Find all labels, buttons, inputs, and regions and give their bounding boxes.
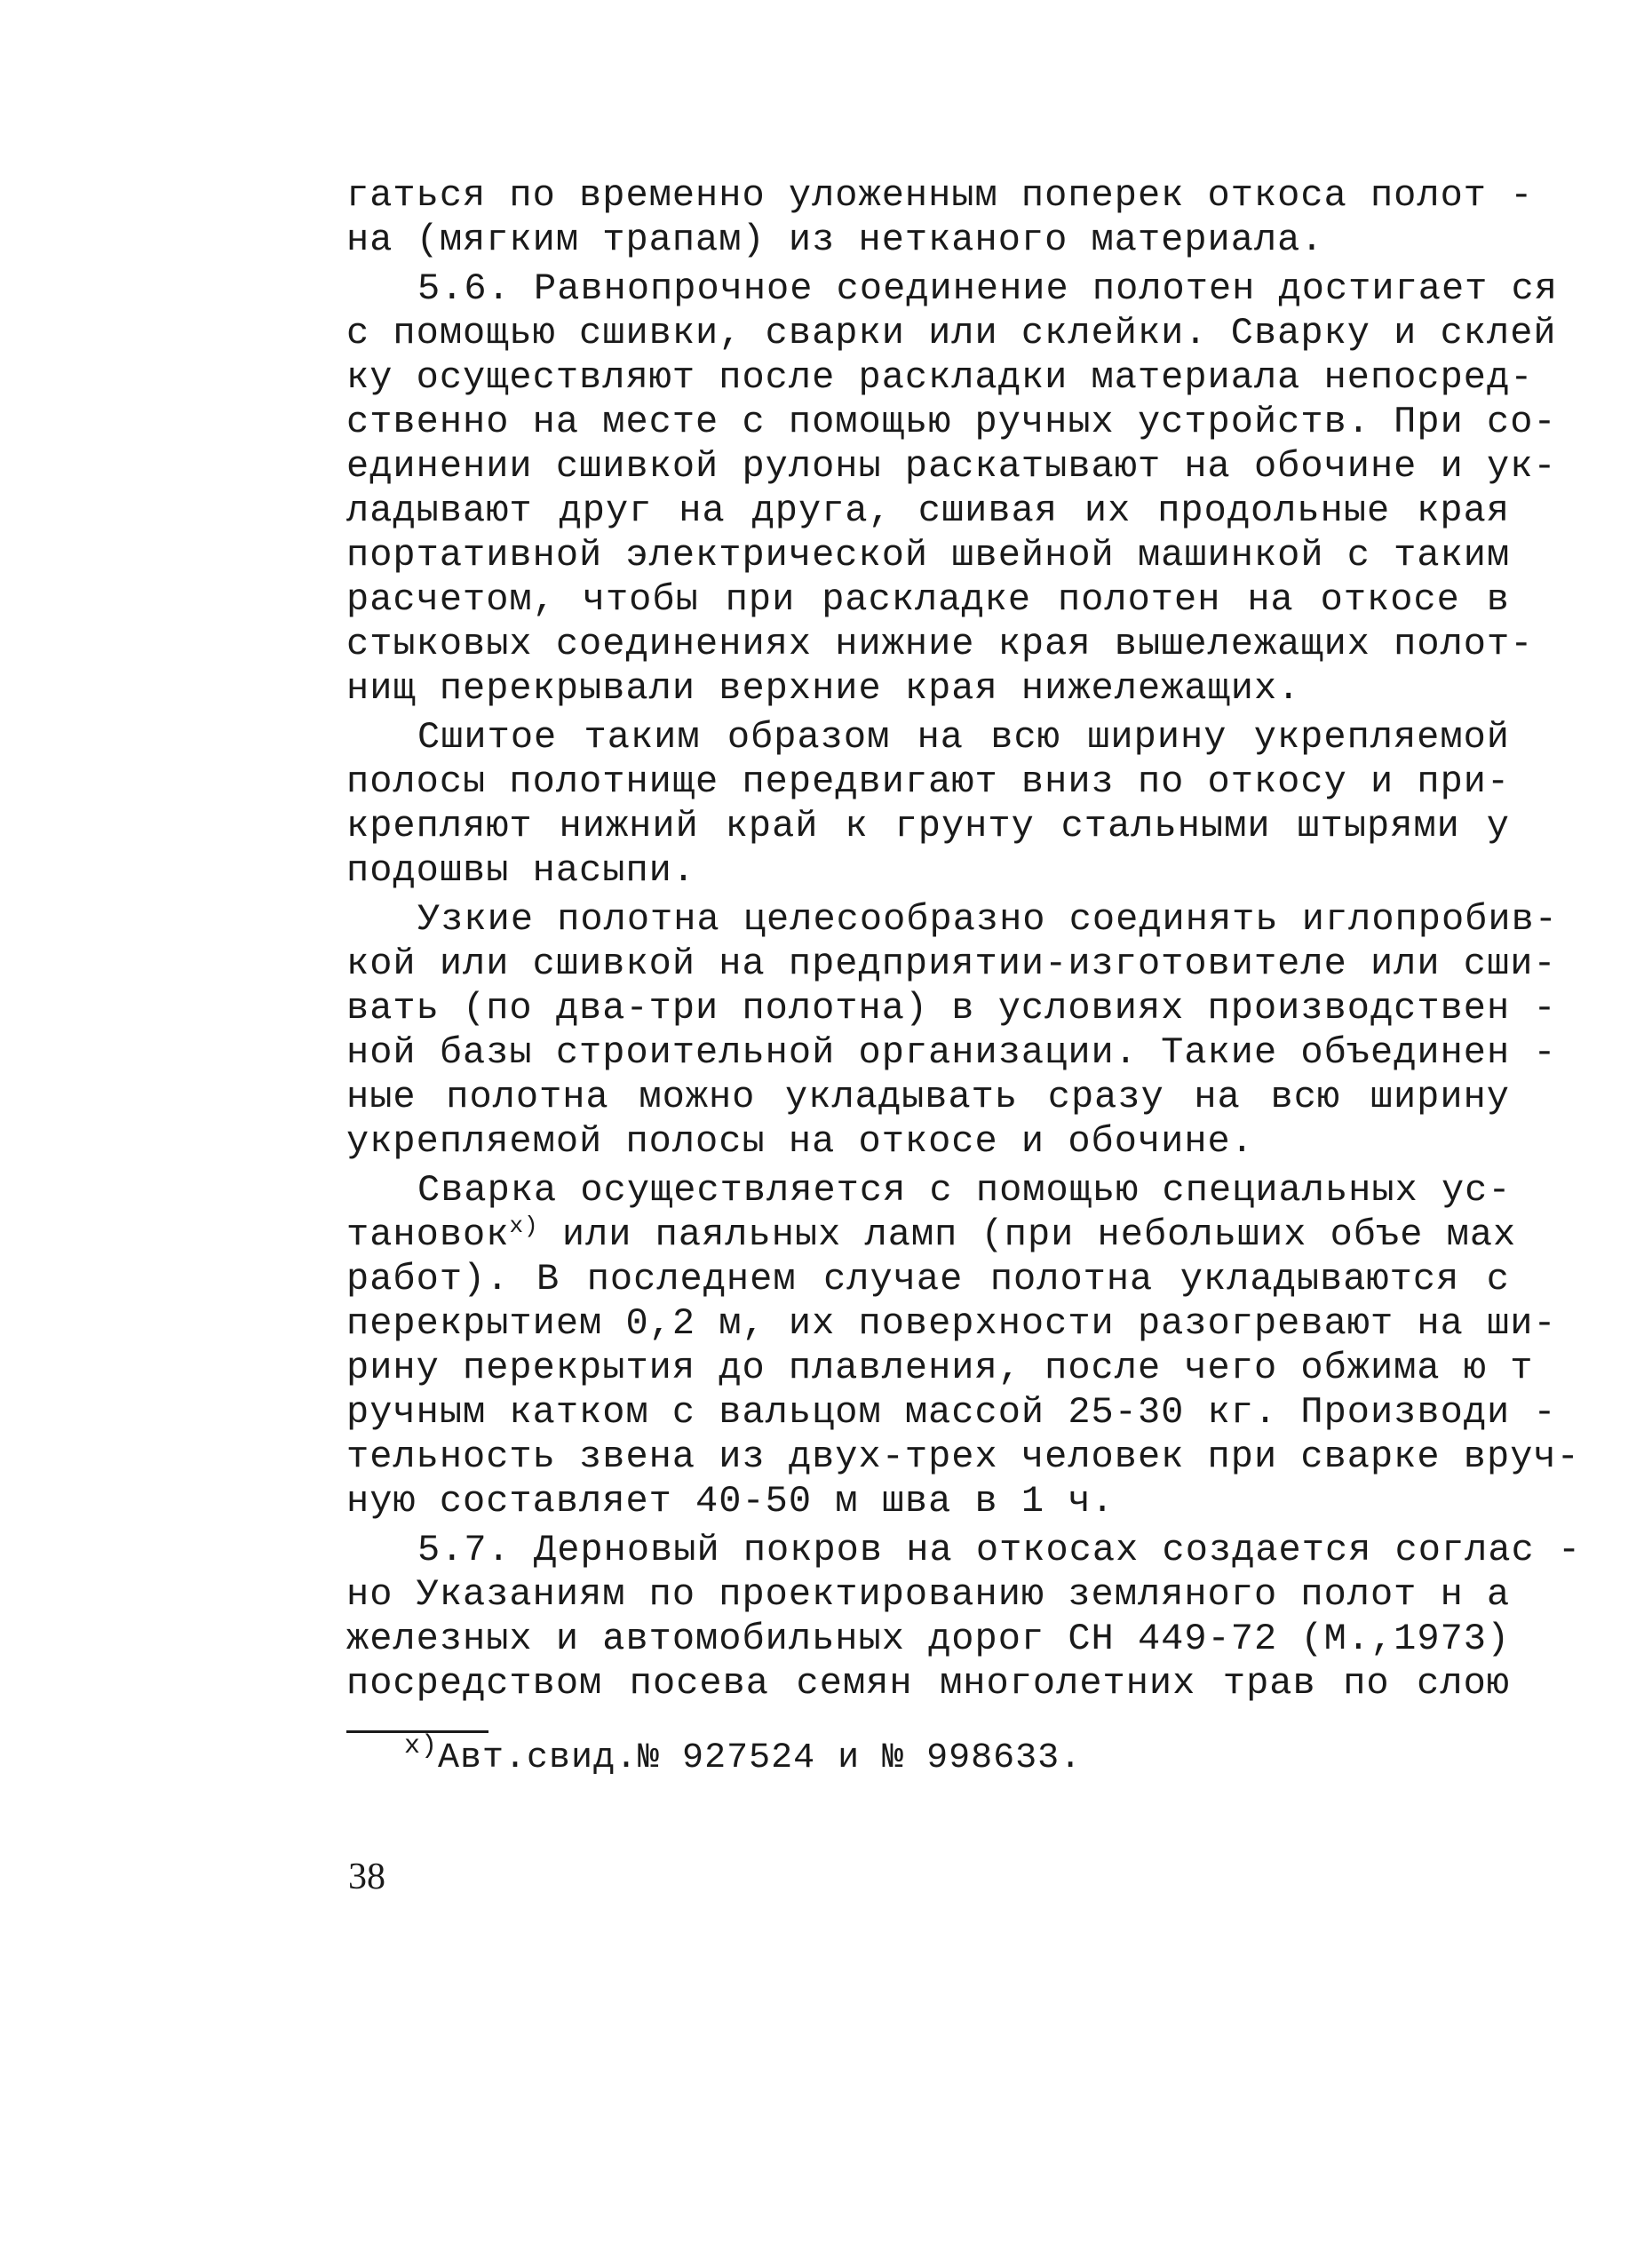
paragraph-welding	[346, 1168, 1580, 1523]
text-line: Узкие полотна целесообразно соединять иглопробив-	[417, 898, 1559, 941]
paragraph-5-7	[346, 1528, 1582, 1705]
text-line: ку осуществляют после раскладки материала непосред-	[346, 356, 1534, 399]
page-body	[346, 173, 1582, 1705]
text-line: 5.6. Равнопрочное соединение полотен достигает ся	[417, 267, 1559, 310]
footnote	[404, 1731, 1083, 1781]
text-line: ную составляет 40-50 м шва в 1 ч.	[346, 1480, 1115, 1523]
text-line: ладывают друг на друга, сшивая их продольные края	[346, 489, 1510, 532]
text-line: единении сшивкой рулоны раскатывают на обочине и ук-	[346, 445, 1557, 488]
text-segment: или паяльных ламп (при небольших объе мах	[538, 1213, 1517, 1256]
text-line: вать (по два-три полотна) в условиях производствен -	[346, 987, 1557, 1030]
text-line: ной базы строительной организации. Такие объединен -	[346, 1031, 1557, 1074]
text-line: гаться по временно уложенным поперек откоса полот -	[346, 174, 1534, 217]
text-line: портативной электрической швейной машинкой с таким	[346, 534, 1511, 576]
text-line: железных и автомобильных дорог СН 449-72 (М.,1973)	[346, 1618, 1511, 1660]
text-line: укрепляемой полосы на откосе и обочине.	[346, 1120, 1254, 1163]
text-line: Сшитое таким образом на всю ширину укрепляемой	[417, 716, 1510, 759]
text-line: на (мягким трапам) из нетканого материала.	[346, 219, 1324, 261]
text-segment: тановок	[346, 1213, 510, 1256]
text-line: посредством посева семян многолетних трав по слою	[346, 1662, 1510, 1705]
text-line: рину перекрытия до плавления, после чего обжима ю т	[346, 1347, 1534, 1389]
text-line-with-footnote	[346, 1213, 1517, 1257]
text-line: Сварка осуществляется с помощью специальных ус-	[417, 1169, 1512, 1212]
text-line: работ). В последнем случае полотна укладываются с	[346, 1258, 1510, 1300]
text-line: кой или сшивкой на предприятии-изготовителе или сши-	[346, 942, 1557, 985]
text-line: нищ перекрывали верхние края нижележащих.	[346, 667, 1301, 710]
text-line: 5.7. Дерновый покров на откосах создается соглас -	[417, 1529, 1582, 1571]
paragraph-continuation	[346, 173, 1534, 262]
text-line: но Указаниям по проектированию земляного полот н а	[346, 1573, 1511, 1616]
text-line: ручным катком с вальцом массой 25-30 кг. Производи -	[346, 1391, 1557, 1434]
text-line: полосы полотнище передвигают вниз по откосу и при-	[346, 760, 1511, 803]
text-line: крепляют нижний край к грунту стальными штырями у	[346, 805, 1510, 847]
text-line: ные полотна можно укладывать сразу на всю ширину	[346, 1076, 1510, 1118]
paragraph-sewn-sheet	[346, 715, 1510, 893]
text-line: стыковых соединениях нижние края вышележащих полот-	[346, 623, 1534, 665]
footnote-reference: x)	[509, 1213, 539, 1239]
text-line: ственно на месте с помощью ручных устройств. При со-	[346, 401, 1557, 443]
text-line: подошвы насыпи.	[346, 849, 696, 892]
text-line: перекрытием 0,2 м, их поверхности разогревают на ши-	[346, 1302, 1557, 1345]
text-line: тельность звена из двух-трех человек при сварке вруч-	[346, 1435, 1580, 1478]
paragraph-5-6	[346, 266, 1559, 711]
paragraph-narrow-sheets	[346, 897, 1559, 1164]
footnote-mark: x)	[404, 1731, 439, 1761]
footnote-text: Авт.свид.№ 927524 и № 998633.	[438, 1738, 1083, 1778]
text-line: расчетом, чтобы при раскладке полотен на откосе в	[346, 578, 1510, 621]
page-number: 38	[348, 1857, 385, 1897]
text-line: с помощью сшивки, сварки или склейки. Сварку и склей	[346, 312, 1557, 354]
